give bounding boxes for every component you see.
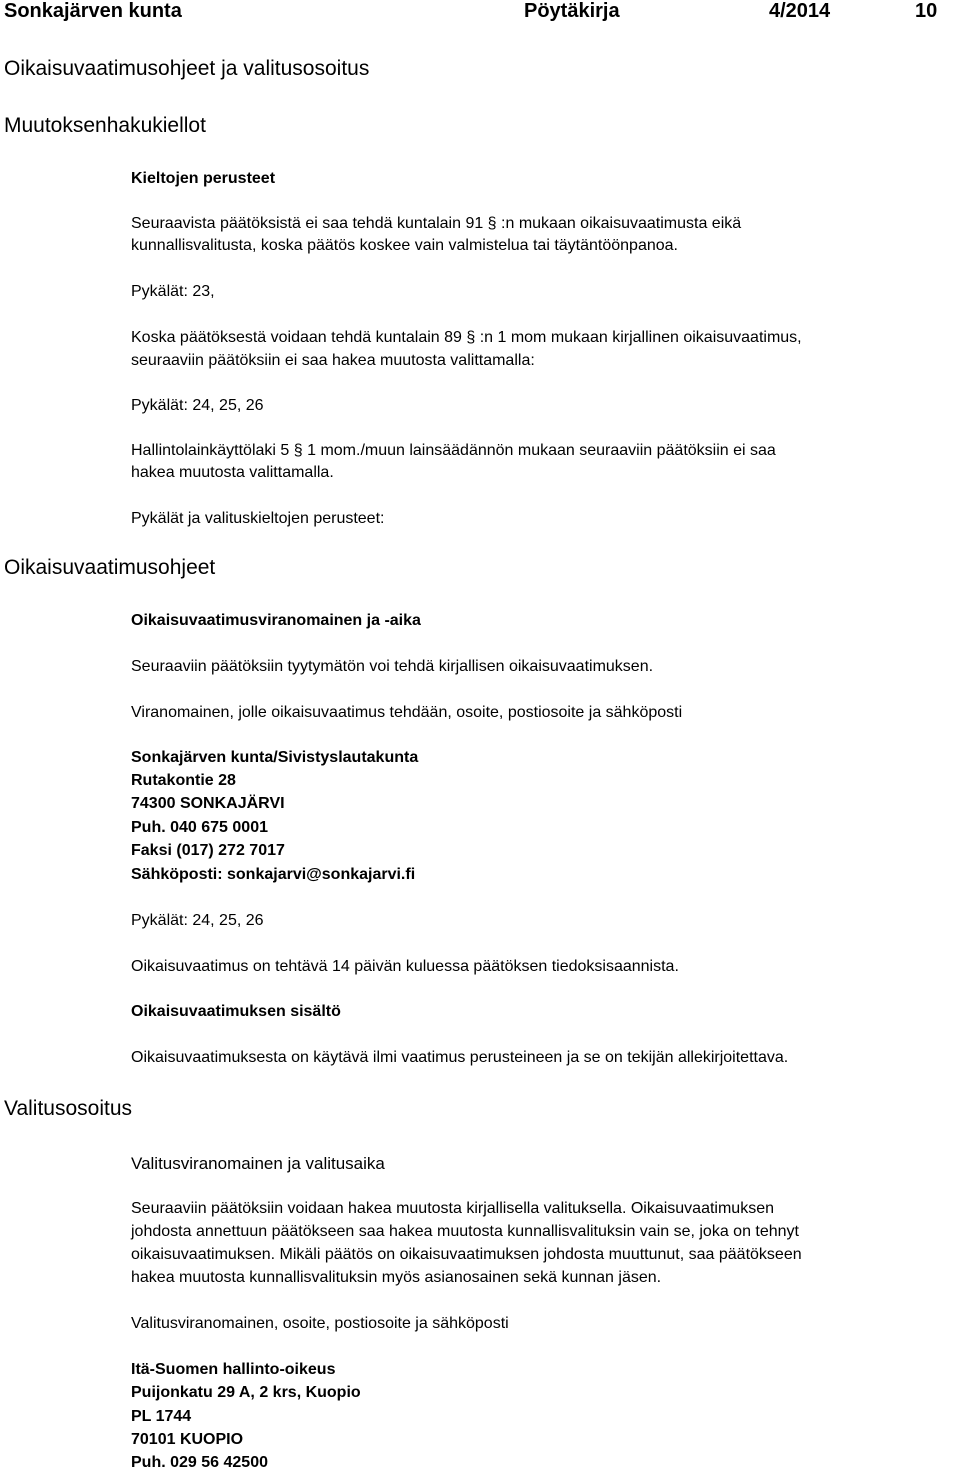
subheading-viranomainen-ja-aika: Oikaisuvaatimusviranomainen ja -aika bbox=[131, 612, 421, 629]
paragraph-line: kunnallisvalitusta, koska päätös koskee vain valmistelua tai täytäntöönpanoa. bbox=[131, 237, 678, 254]
paragraph-line: Oikaisuvaatimuksesta on käytävä ilmi vaatimus perusteineen ja se on tekijän allekirjoitettava. bbox=[131, 1049, 789, 1066]
pykalat-label: Pykälät: 24, 25, 26 bbox=[131, 397, 264, 414]
pykalat-label: Pykälät: 24, 25, 26 bbox=[131, 912, 264, 929]
paragraph-line: Hallintolainkäyttölaki 5 § 1 mom./muun lainsäädännön mukaan seuraaviin päätöksiin ei saa bbox=[131, 442, 776, 459]
pykalat-label: Pykälät ja valituskieltojen perusteet: bbox=[131, 510, 385, 527]
address-line: Puh. 029 56 42500 bbox=[131, 1454, 268, 1471]
header-doc-type: Pöytäkirja bbox=[524, 0, 620, 22]
paragraph-line: Seuraavista päätöksistä ei saa tehdä kuntalain 91 § :n mukaan oikaisuvaatimusta eikä bbox=[131, 215, 742, 232]
paragraph-line: seuraaviin päätöksiin ei saa hakea muutosta valittamalla: bbox=[131, 352, 535, 369]
header-org: Sonkajärven kunta bbox=[4, 0, 182, 22]
address-line: Puijonkatu 29 A, 2 krs, Kuopio bbox=[131, 1384, 361, 1401]
address-line: Faksi (017) 272 7017 bbox=[131, 842, 285, 859]
address-line: PL 1744 bbox=[131, 1408, 192, 1425]
paragraph-line: Valitusviranomainen, osoite, postiosoite ja sähköposti bbox=[131, 1315, 509, 1332]
subheading-kieltojen-perusteet: Kieltojen perusteet bbox=[131, 170, 276, 187]
address-line: 74300 SONKAJÄRVI bbox=[131, 795, 285, 812]
header-number: 4/2014 bbox=[769, 0, 831, 22]
page-title: Oikaisuvaatimusohjeet ja valitusosoitus bbox=[4, 57, 370, 80]
address-line: Puh. 040 675 0001 bbox=[131, 819, 268, 836]
paragraph-line: Koska päätöksestä voidaan tehdä kuntalain 89 § :n 1 mom mukaan kirjallinen oikaisuvaatimus, bbox=[131, 329, 802, 346]
paragraph-line: hakea muutosta kunnallisvalituksin myös asianosainen sekä kunnan jäsen. bbox=[131, 1269, 662, 1286]
paragraph-line: Viranomainen, jolle oikaisuvaatimus tehdään, osoite, postiosoite ja sähköposti bbox=[131, 704, 683, 721]
address-line: 70101 KUOPIO bbox=[131, 1431, 244, 1448]
section-heading-muutoksenhakukiellot: Muutoksenhakukiellot bbox=[4, 114, 206, 137]
address-line: Itä-Suomen hallinto-oikeus bbox=[131, 1361, 336, 1378]
address-line: Rutakontie 28 bbox=[131, 772, 236, 789]
paragraph-line: hakea muutosta valittamalla. bbox=[131, 464, 334, 481]
paragraph-line: oikaisuvaatimuksen. Mikäli päätös on oikaisuvaatimuksen johdosta muuttunut, saa päätökseen bbox=[131, 1246, 802, 1263]
paragraph-line: Seuraaviin päätöksiin voidaan hakea muutosta kirjallisella valituksella. Oikaisuvaatimuksen bbox=[131, 1200, 774, 1217]
subheading-sisalto: Oikaisuvaatimuksen sisältö bbox=[131, 1003, 341, 1020]
paragraph-line: johdosta annettuun päätökseen saa hakea muutosta kunnallisvalituksin vain se, joka on tehnyt bbox=[131, 1223, 799, 1240]
address-line: Sonkajärven kunta/Sivistyslautakunta bbox=[131, 749, 419, 766]
subheading-valitusviranomainen: Valitusviranomainen ja valitusaika bbox=[131, 1154, 385, 1173]
header-page-number: 10 bbox=[915, 0, 938, 22]
pykalat-label: Pykälät: 23, bbox=[131, 283, 215, 300]
paragraph-line: Oikaisuvaatimus on tehtävä 14 päivän kuluessa päätöksen tiedoksisaannista. bbox=[131, 958, 679, 975]
paragraph-line: Seuraaviin päätöksiin tyytymätön voi tehdä kirjallisen oikaisuvaatimuksen. bbox=[131, 658, 654, 675]
address-line: Sähköposti: sonkajarvi@sonkajarvi.fi bbox=[131, 866, 416, 883]
section-heading-oikaisuvaatimusohjeet: Oikaisuvaatimusohjeet bbox=[4, 556, 216, 579]
section-heading-valitusosoitus: Valitusosoitus bbox=[4, 1097, 133, 1120]
